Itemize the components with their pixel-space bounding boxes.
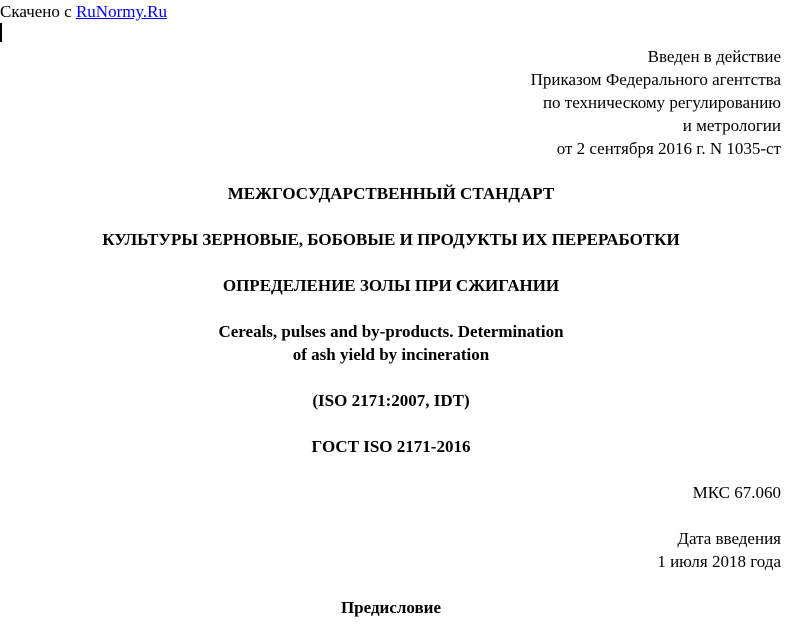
preface-heading: Предисловие bbox=[340, 598, 442, 617]
intro-date-value: 1 июля 2018 года bbox=[657, 552, 781, 571]
gost-code: ГОСТ ISO 2171-2016 bbox=[311, 437, 471, 456]
approval-line: от 2 сентября 2016 г. N 1035-ст bbox=[556, 139, 781, 158]
standard-type-heading: МЕЖГОСУДАРСТВЕННЫЙ СТАНДАРТ bbox=[227, 184, 555, 203]
document-title-en-line2: of ash yield by incineration bbox=[292, 345, 490, 364]
intro-date-label: Дата введения bbox=[677, 529, 781, 548]
document-title-ru: КУЛЬТУРЫ ЗЕРНОВЫЕ, БОБОВЫЕ И ПРОДУКТЫ ИХ ПЕРЕРАБОТКИ bbox=[102, 230, 680, 249]
approval-line: и метрологии bbox=[682, 116, 781, 135]
source-prefix: Скачено с bbox=[0, 2, 76, 21]
mks-code: МКС 67.060 bbox=[692, 483, 781, 502]
source-line bbox=[0, 0, 167, 23]
approval-block bbox=[531, 45, 781, 160]
approval-line: по техническому регулированию bbox=[542, 93, 781, 112]
iso-reference: (ISO 2171:2007, IDT) bbox=[312, 391, 470, 410]
document-title-en-line1: Cereals, pulses and by-products. Determination bbox=[218, 322, 564, 341]
text-cursor bbox=[0, 23, 2, 42]
approval-line: Введен в действие bbox=[647, 47, 781, 66]
source-link[interactable]: RuNormy.Ru bbox=[75, 2, 167, 21]
approval-line: Приказом Федерального агентства bbox=[530, 70, 781, 89]
document-subtitle-ru: ОПРЕДЕЛЕНИЕ ЗОЛЫ ПРИ СЖИГАНИИ bbox=[222, 276, 560, 295]
